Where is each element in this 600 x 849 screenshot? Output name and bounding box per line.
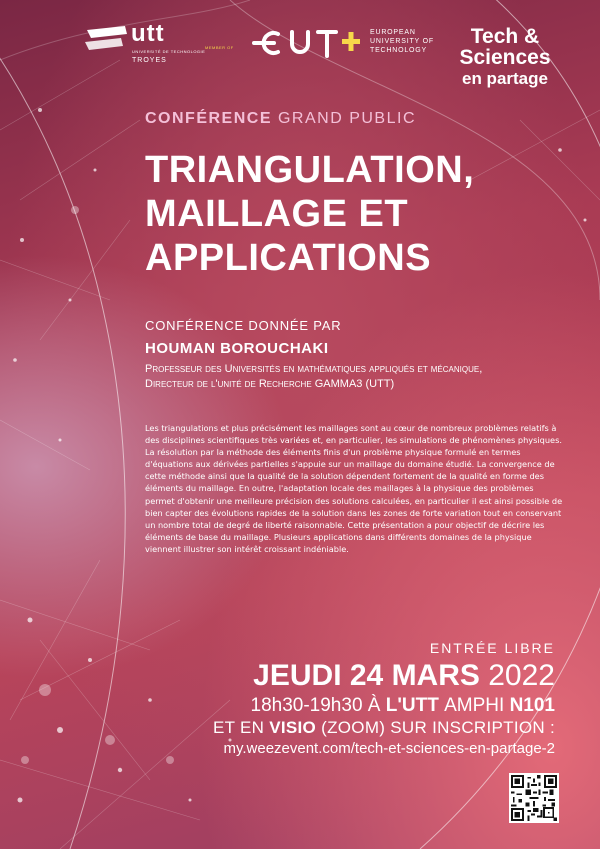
visio-strong: VISIO	[269, 718, 317, 737]
title-line: APPLICATIONS	[145, 237, 432, 279]
conference-type-strong: CONFÉRENCE	[145, 110, 273, 127]
visio-pre: ET EN	[212, 718, 265, 737]
title-line: TRIANGULATION,	[145, 149, 475, 191]
conference-type-rest: GRAND PUBLIC	[277, 110, 416, 127]
speaker-name: HOUMAN BOROUCHAKI	[145, 340, 329, 357]
page-title	[145, 148, 585, 280]
entry-label: ENTRÉE LIBRE	[429, 640, 555, 656]
tsp-line: en partage	[462, 69, 548, 88]
tech-sciences-logo	[446, 26, 564, 89]
title-line: MAILLAGE ET	[145, 193, 409, 235]
conference-type	[145, 110, 416, 128]
event-place: L'UTT	[385, 695, 439, 716]
eut-text-line: EUROPEAN	[370, 29, 416, 36]
event-visio	[150, 718, 555, 738]
speaker-role	[145, 362, 585, 392]
event-at: À	[367, 695, 381, 716]
tsp-line: Tech &	[470, 25, 540, 48]
event-room-label: AMPHI	[444, 695, 505, 716]
eut-logo-icon	[248, 26, 366, 60]
abstract-text: Les triangulations et plus précisément les maillages sont au cœur de nombreux problèmes relatifs à des disciplines scientifiques très variées et, en particulier, les simulations de phénomènes physiques. La résolution par la méthode des éléments finis d'un problème physique formulé en termes d'équations aux dérivées partielles s'appuie sur un maillage du domaine étudié. La convergence de cette méthode ainsi que la qualité de la solution dépendent fortement de la qualité en forme des éléments du maillage. En outre, l'adaptation locale des maillages à la physique des problèmes permet d'obtenir une meilleure précision des solutions calculées, en particulier il est ainsi possible de bien capter des évolutions rapides de la solution dans les zones de forte variation tout en conservant un nombre total de degré de liberté raisonnable. Cette présentation a pour objectif de décrire les éléments de base du maillage. Plusieurs applications dans différents domaines de la physique viennent illustrer son intérêt croissant indéniable.	[145, 423, 563, 554]
eut-text-line: UNIVERSITY OF	[370, 38, 434, 45]
event-room: N101	[509, 695, 555, 716]
utt-mark-icon	[85, 24, 129, 54]
event-time: 18h30-19h30	[250, 695, 363, 716]
tsp-line: Sciences	[459, 46, 551, 69]
event-info	[150, 638, 555, 760]
event-date	[150, 658, 555, 694]
utt-subtitle: UNIVERSITÉ DE TECHNOLOGIE	[132, 49, 206, 54]
eut-text-line: TECHNOLOGY	[370, 47, 428, 54]
utt-name: utt	[131, 20, 165, 47]
event-year: 2022	[488, 659, 555, 692]
utt-logo	[85, 20, 206, 68]
speaker-role-line: Professeur des Universités en mathématiques appliqués et mécanique,	[145, 363, 483, 375]
registration-url[interactable]: my.weezevent.com/tech-et-sciences-en-partage-2	[223, 740, 555, 757]
event-time-place	[150, 694, 555, 718]
member-of-label: MEMBER OF	[205, 45, 234, 50]
arc-line	[0, 0, 125, 849]
given-by-label: CONFÉRENCE DONNÉE PAR	[145, 318, 342, 333]
utt-city: TROYES	[132, 57, 167, 64]
eut-text	[370, 28, 434, 55]
qr-code-icon[interactable]	[509, 773, 559, 823]
speaker-role-line: Directeur de l'unité de Recherche GAMMA3 (UTT)	[145, 378, 395, 390]
visio-post: (ZOOM) SUR INSCRIPTION :	[321, 718, 555, 737]
event-date-strong: JEUDI 24 MARS	[253, 659, 480, 692]
